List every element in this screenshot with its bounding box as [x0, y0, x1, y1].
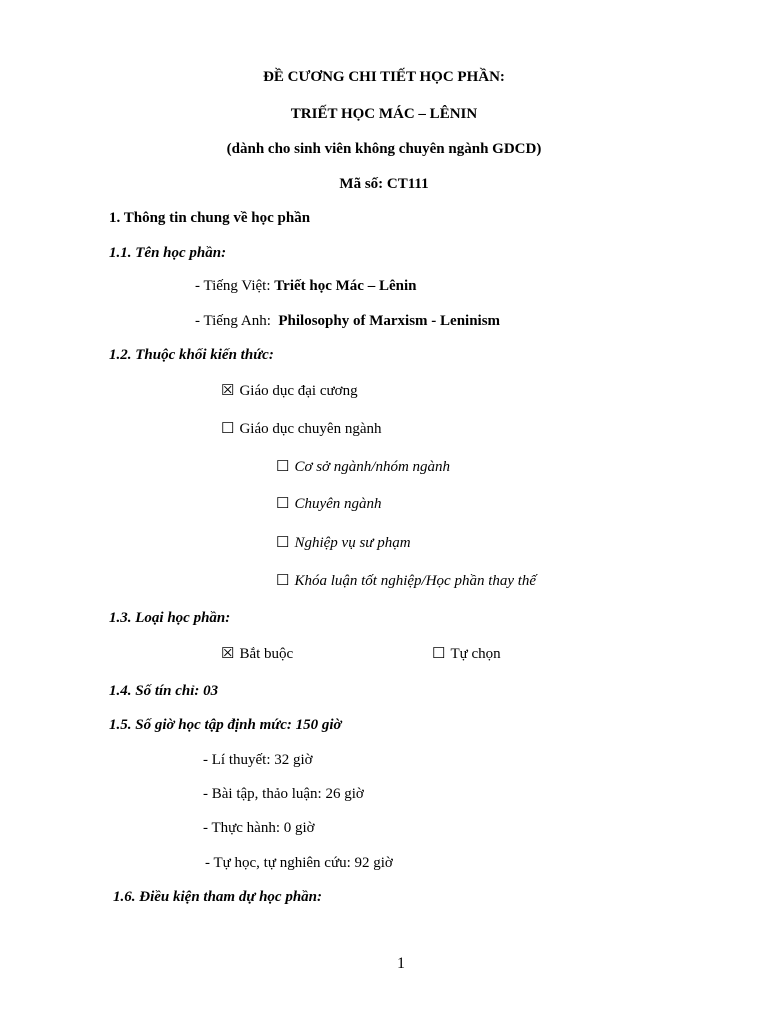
option-label: Khóa luận tốt nghiệp/Học phần thay thế [294, 573, 537, 589]
english-name-label: - Tiếng Anh: [195, 313, 279, 329]
option-label: Chuyên ngành [294, 496, 382, 512]
unchecked-checkbox-icon: ☐ [276, 496, 290, 512]
option-label: Cơ sở ngành/nhóm ngành [294, 459, 451, 475]
hours-item: - Lí thuyết: 32 giờ [203, 752, 313, 768]
section-1-2-heading: 1.2. Thuộc khối kiến thức: [109, 347, 274, 363]
page-number: 1 [397, 955, 405, 972]
knowledge-option [221, 420, 382, 438]
checked-checkbox-icon: ☒ [221, 646, 235, 662]
course-code: Mã số: CT111 [339, 176, 429, 192]
knowledge-suboption [276, 458, 450, 476]
course-type-option [221, 645, 293, 663]
english-name-line [195, 312, 500, 330]
section-1-3-heading: 1.3. Loại học phần: [109, 610, 231, 626]
english-name-value: Philosophy of Marxism - Leninism [278, 313, 501, 329]
document-title: ĐỀ CƯƠNG CHI TIẾT HỌC PHẦN: [263, 69, 505, 85]
hours-item: - Tự học, tự nghiên cứu: 92 giờ [205, 855, 393, 871]
vietnamese-name-label: - Tiếng Việt: [195, 278, 275, 294]
option-label: Giáo dục đại cương [239, 383, 358, 399]
section-1-5-heading: 1.5. Số giờ học tập định mức: 150 giờ [109, 717, 342, 733]
hours-item: - Thực hành: 0 giờ [203, 820, 315, 836]
option-label: Bắt buộc [239, 646, 294, 662]
unchecked-checkbox-icon: ☐ [276, 459, 290, 475]
unchecked-checkbox-icon: ☐ [276, 535, 290, 551]
option-label: Giáo dục chuyên ngành [239, 421, 382, 437]
knowledge-suboption [276, 495, 382, 513]
vietnamese-name-line [195, 277, 416, 295]
section-1-6-heading: 1.6. Điều kiện tham dự học phần: [113, 889, 323, 905]
unchecked-checkbox-icon: ☐ [276, 573, 290, 589]
course-type-option [432, 645, 501, 663]
checked-checkbox-icon: ☒ [221, 383, 235, 399]
knowledge-option [221, 382, 358, 400]
option-label: Tự chọn [450, 646, 501, 662]
section-1-1-heading: 1.1. Tên học phần: [109, 245, 227, 261]
section-1-heading: 1. Thông tin chung về học phần [109, 210, 311, 226]
course-audience: (dành cho sinh viên không chuyên ngành GDCD) [226, 141, 542, 157]
knowledge-suboption [276, 572, 536, 590]
unchecked-checkbox-icon: ☐ [221, 421, 235, 437]
section-1-4-heading: 1.4. Số tín chỉ: 03 [109, 683, 219, 699]
option-label: Nghiệp vụ sư phạm [294, 535, 411, 551]
course-name: TRIẾT HỌC MÁC – LÊNIN [290, 106, 478, 122]
unchecked-checkbox-icon: ☐ [432, 646, 446, 662]
hours-item: - Bài tập, thảo luận: 26 giờ [203, 786, 364, 802]
vietnamese-name-value: Triết học Mác – Lênin [274, 278, 417, 294]
knowledge-suboption [276, 534, 411, 552]
